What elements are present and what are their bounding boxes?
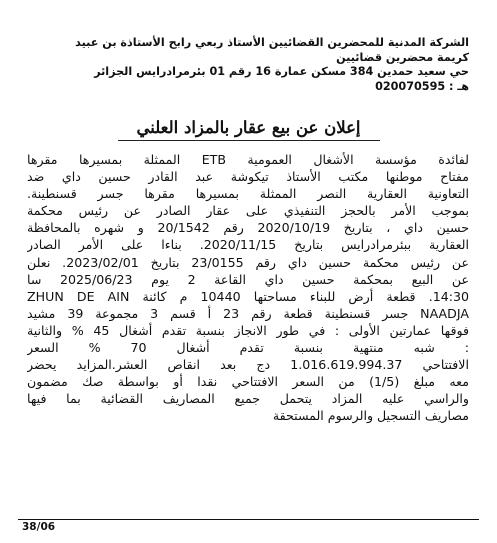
header-line-address: حي سعيد حمدين 384 مسكن عمارة 16 رقم 01 بئرمرادرايس الجزائر [94,65,469,78]
notice-body-line: والراسي عليه المزاد يتحمل جميع المصاريف القضائية بما فيها [27,391,469,407]
notice-body-line: بموجب الأمر بالحجز التنفيذي على عقار الصادر عن رئيس محكمة [27,203,469,219]
notice-body-line: معه مبلغ (1/5) من السعر الافتتاحي نقدا أو بواسطة صك مضمون [27,374,469,390]
notice-body-line: لفائدة مؤسسة الأشغال العمومية ETB الممثلة بمسيرها مقرها [27,152,469,167]
notice-body-line: الافتتاحي 1.016.619.994.37 دج بعد انقاص العشر.المزايد يحضر [27,357,469,373]
notice-body-line: حسين داي ، بتاريخ 2020/10/19 رقم 20/1542 و شهره بالمحافظة [27,220,469,236]
page-number: 38/06 [22,521,56,533]
bailiff-office-header [25,36,469,94]
notice-body-line: : شبه منتهية بنسبة تقدم أشغال 70 % السعر [27,340,469,356]
notice-body-line: مفتاح موطنها مكتب الأستاذ تيكوشة عبد القادر حسين داي ضد [27,169,469,185]
notice-title: إعلان عن بيع عقار بالمزاد العلني [136,118,361,137]
notice-body-line: عن البيع بمحكمة حسين داي القاعة 2 يوم 2025/06/23 سا [27,271,469,287]
title-underline [118,140,380,141]
notice-body-line: مصاريف التسجيل والرسوم المستحقة [272,408,469,424]
header-line-firm: الشركة المدنية للمحضرين القضائيين الأستاذ ربعي رابح الأستاذة بن عبيد [75,36,469,49]
notice-body [27,151,469,425]
notice-body-line: عن رئيس محكمة حسين داي رقم 23/0155 بتاريخ 2023/02/01. نعلن [27,254,469,270]
notice-body-line: العقارية ببئرمرادرايس بتاريخ 2020/11/15. بناءا على الأمر الصادر [27,237,469,253]
notice-body-line: فوقها عمارتين الأولى : في طور الانجاز بنسبة تقدم أشغال 45 % والثانية [27,322,469,338]
notice-body-line: التعاونية العقارية النصر الممثلة بمسيرها مقرها جسر قسنطينة. [27,186,469,202]
notice-body-line: NAADJA جسر قسنطينة قطعة رقم 23 أ قسم 3 مجموعة 39 مشيد [27,305,469,321]
notice-body-line: 14:30. قطعة أرض للبناء مساحتها 10440 م كائنة ZHUN DE AIN [27,288,469,304]
header-line-bailiffs: كريمة محضرين قضائيين [336,50,469,64]
header-line-phone: هـ : 020070595 [375,79,469,93]
footer-divider [18,519,479,520]
